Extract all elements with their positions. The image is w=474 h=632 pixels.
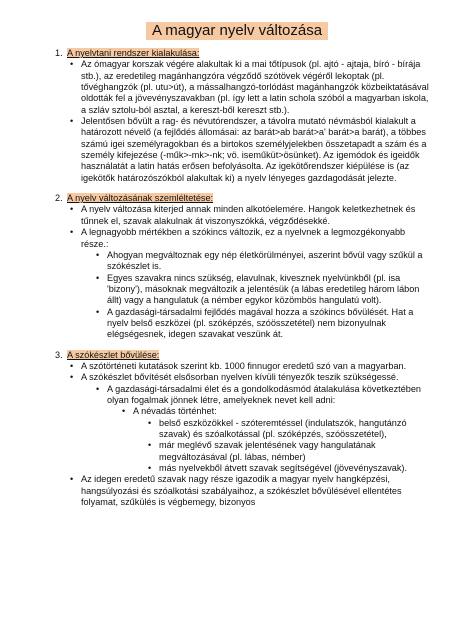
bullet-icon: • xyxy=(96,306,100,317)
list-item-text: A névadás történhet: xyxy=(133,406,217,417)
list-item xyxy=(55,418,434,441)
list-item xyxy=(55,273,434,307)
list-item-text: Ahogyan megváltoznak egy nép életkörülményei, aszerint bővül vagy szűkül a szókészlet is. xyxy=(107,249,423,272)
bullet-icon: • xyxy=(148,463,152,474)
list-item xyxy=(55,384,434,407)
bullet-icon: • xyxy=(96,383,100,394)
section-number: 2. xyxy=(55,193,63,204)
list-item-text: A szótörténeti kutatások szerint kb. 1000 finnugor eredetű szó van a magyarban. xyxy=(81,360,407,371)
list-item-text: A szókészlet bővítését elsősorban nyelven kívüli tényezők teszik szükségessé. xyxy=(81,372,399,383)
bullet-list xyxy=(55,361,434,508)
bullet-list xyxy=(55,204,434,340)
list-item xyxy=(55,463,434,474)
list-item xyxy=(55,372,434,383)
section-number: 3. xyxy=(55,349,63,360)
title-wrap xyxy=(40,22,434,40)
bullet-list xyxy=(55,59,434,184)
bullet-icon: • xyxy=(70,474,74,485)
list-item xyxy=(55,250,434,273)
bullet-icon: • xyxy=(148,440,152,451)
bullet-icon: • xyxy=(70,360,74,371)
list-item-text: belső eszközökkel - szóteremtéssel (indulatszók, hangutánzó szavak) és szóalkotással (pl. szóképzés, szóösszetétel), xyxy=(159,417,407,439)
list-item xyxy=(55,116,434,184)
list-item-text: Egyes szavakra nincs szükség, elavulnak, kivesznek nyelvünkből (pl. isa 'bizony'), másoknak megváltozik a jelentésük (a lábas eredetileg három lábon állt) vagy a hangulatuk (a némber egykor közömbös hangulatú volt). xyxy=(107,272,420,306)
section-heading xyxy=(55,48,434,59)
list-item xyxy=(55,361,434,372)
bullet-icon: • xyxy=(70,227,74,238)
list-item-text: A nyelv változása kiterjed annak minden alkotóelemére. Hangok keletkezhetnek és tűnnek el, szavak alakulnak át viszonyszókká, végződésekké. xyxy=(81,204,416,226)
section-heading xyxy=(55,193,434,204)
list-item xyxy=(55,406,434,417)
list-item-text: A legnagyobb mértékben a szókincs változik, ez a nyelvnek a legmozgékonyabb része.: xyxy=(81,227,406,249)
bullet-icon: • xyxy=(70,59,74,70)
bullet-icon: • xyxy=(148,417,152,428)
list-item-text: Jelentősen bővült a rag- és névutórendszer, a távolra mutató névmásból kialakult a határozott névelő (a fejlődés állomásai: az barát>ab barát>a' barát>a barát), a többes számú igei személyragokban és a birtokos személyjelekben összetapadt a szám és a személy kifejezése (-műk>-mk>-nk; vö. iseműküt>ösünket). Az igemódok és igeidők használatát a latin hatás erősen befolyásolta. Az igekötőrendszer kiépülése is (az igekötők határozószókból alakultak ki) a nyelv lényeges gazdagodását jelezte. xyxy=(81,116,427,183)
list-item-text: már meglévő szavak jelentésének vagy hangulatának megváltozásával (pl. lábas, némber) xyxy=(159,440,376,462)
section-heading-text: A nyelv változásának szemléltetése: xyxy=(67,193,214,204)
list-item xyxy=(55,440,434,463)
section-number: 1. xyxy=(55,48,63,58)
list-item-text: A gazdasági-társadalmi fejlődés magával hozza a szókincs bővülését. Hat a nyelv belső eszközei (pl. szóképzés, szóösszetétel) nem bizonyulnak elégségesnek, idegen szavakat veszünk át. xyxy=(107,306,414,340)
list-item-text: Az idegen eredetű szavak nagy része igazodik a magyar nyelv hangképzési, hangsúlyozási és szóalkotási szabályaihoz, a szókészlet bővülésével ellentétes folyamat, szűkülés is végbemegy, bizonyos xyxy=(81,474,402,508)
document-title: A magyar nyelv változása xyxy=(146,22,328,40)
bullet-icon: • xyxy=(96,272,100,283)
list-item xyxy=(55,59,434,116)
bullet-icon: • xyxy=(70,116,74,127)
section-heading xyxy=(55,350,434,361)
section-heading-text: A szókészlet bővülése: xyxy=(67,349,160,360)
section-heading-text: A nyelvtani rendszer kialakulása: xyxy=(67,48,200,58)
list-item xyxy=(55,204,434,227)
list-item xyxy=(55,307,434,341)
list-item xyxy=(55,227,434,250)
list-item-text: Az ómagyar korszak végére alakultak ki a mai tőtípusok (pl. ajtó - ajtaja, bíró - bírája stb.), az eredetileg magánhangzóra végződő szótövek végéről lekoptak (pl. tővéghangzók (pl. utu>út), a mássalhangzó-torlódást magánhangzók közbeiktatásával oldották fel a jövevényszavakban (pl. így lett a latin schola szóból a magyarban iskola, a szláv sztolu-ból asztal, a kereszt-ből kereszt stb.). xyxy=(81,59,429,115)
bullet-icon: • xyxy=(96,249,100,260)
list-item-text: A gazdasági-társadalmi élet és a gondolkodásmód átalakulása következtében olyan fogalmak jönnek létre, amelyeknek nevet kell adni: xyxy=(107,383,421,405)
bullet-icon: • xyxy=(70,204,74,215)
document-body xyxy=(55,48,434,508)
bullet-icon: • xyxy=(122,406,126,417)
list-item xyxy=(55,474,434,508)
bullet-icon: • xyxy=(70,372,74,383)
list-item-text: más nyelvekből átvett szavak segítségével (jövevényszavak). xyxy=(159,463,408,474)
